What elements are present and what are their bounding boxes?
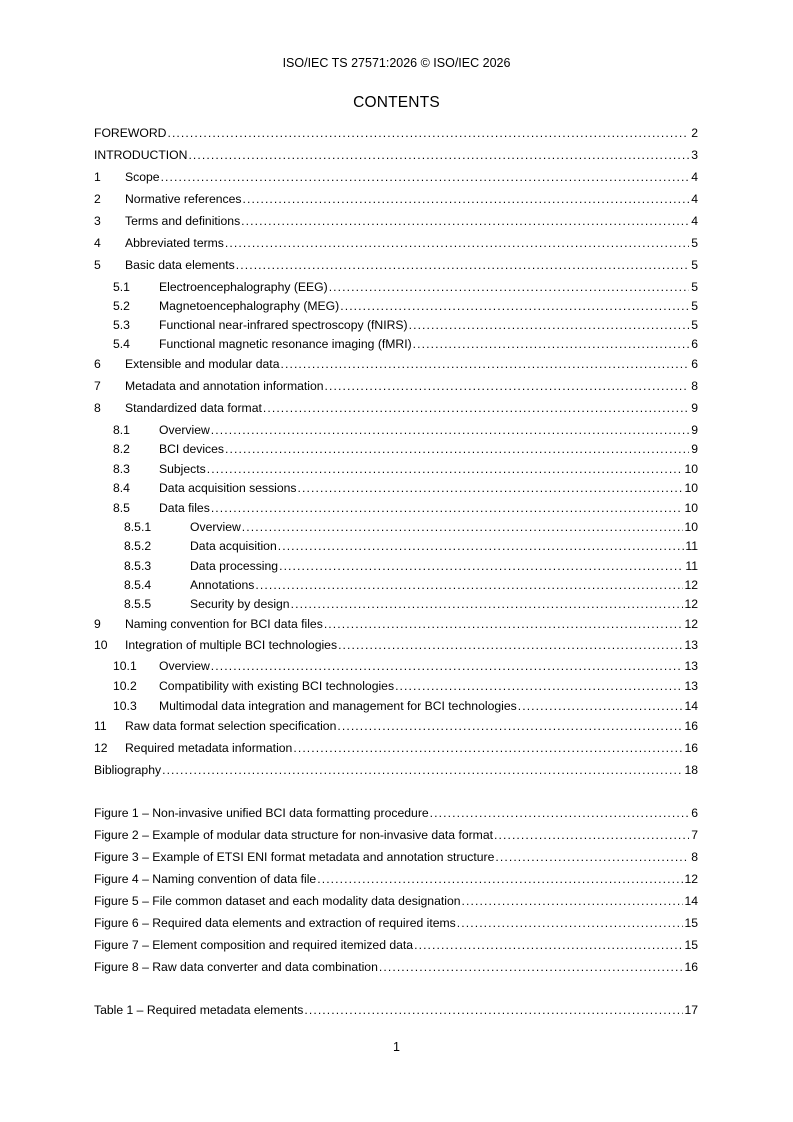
dot-leader — [211, 501, 684, 515]
toc-entry-number: 7 — [94, 379, 101, 393]
toc-entry-page: 6 — [691, 337, 698, 351]
toc-entry-page: 8 — [691, 379, 698, 393]
toc-entry-label: Terms and definitions — [125, 214, 241, 228]
toc-entry-page: 9 — [691, 423, 698, 437]
toc-entry-number: 10.3 — [113, 699, 137, 713]
toc-entry[interactable] — [94, 170, 698, 192]
toc-entry-page: 4 — [691, 214, 698, 228]
toc-entry-label: Security by design — [190, 597, 290, 611]
dot-leader — [225, 236, 689, 250]
figure-entry-page: 16 — [684, 960, 698, 974]
dot-leader — [462, 894, 684, 908]
dot-leader — [298, 481, 684, 495]
dot-leader — [162, 763, 683, 777]
figure-entry-label: Figure 6 – Required data elements and extraction of required items — [94, 916, 456, 930]
dot-leader — [304, 1003, 683, 1017]
dot-leader — [211, 423, 689, 437]
toc-entry-page: 11 — [685, 539, 698, 553]
toc-entry-number: 8.3 — [113, 462, 130, 476]
dot-leader — [167, 126, 689, 140]
toc-entry-page: 13 — [684, 659, 698, 673]
toc-entry-number: 8.5 — [113, 501, 130, 515]
toc-entry-label: Compatibility with existing BCI technologies — [159, 679, 395, 693]
toc-entry-page: 4 — [691, 170, 698, 184]
toc-entry-number: 8.5.5 — [124, 597, 152, 611]
toc-entry-number: 9 — [94, 617, 101, 631]
toc-entry-number: 8.1 — [113, 423, 130, 437]
toc-entry[interactable] — [94, 741, 698, 763]
toc-entry-label: Multimodal data integration and management for BCI technologies — [159, 699, 517, 713]
toc-entry-number: 2 — [94, 192, 101, 206]
dot-leader — [225, 442, 689, 456]
toc-entry-number: 8.4 — [113, 481, 130, 495]
toc-entry-label: Functional magnetic resonance imaging (fMRI) — [159, 337, 412, 351]
toc-entry-number: 5.2 — [113, 299, 130, 313]
figure-entry-label: Figure 3 – Example of ETSI ENI format metadata and annotation structure — [94, 850, 495, 864]
toc-entry-label: Standardized data format — [125, 401, 262, 415]
toc-entry[interactable] — [94, 379, 698, 401]
toc-entry-page: 5 — [691, 258, 698, 272]
toc-entry-page: 18 — [684, 763, 698, 777]
table-entry-page: 17 — [684, 1003, 698, 1017]
toc-entry-page: 12 — [684, 617, 698, 631]
toc-entry[interactable] — [94, 719, 698, 741]
figure-entry[interactable] — [94, 894, 698, 916]
dot-leader — [291, 597, 684, 611]
toc-entry-number: 11 — [94, 719, 107, 733]
toc-entry[interactable] — [94, 699, 698, 719]
toc-entry-page: 5 — [691, 236, 698, 250]
toc-entry-label: INTRODUCTION — [94, 148, 188, 162]
toc-entry-label: Basic data elements — [125, 258, 235, 272]
figure-entry[interactable] — [94, 872, 698, 894]
dot-leader — [324, 617, 684, 631]
dot-leader — [338, 638, 683, 652]
dot-leader — [207, 462, 684, 476]
toc-entry-page: 16 — [684, 741, 698, 755]
toc-entry-label: Integration of multiple BCI technologies — [125, 638, 338, 652]
dot-leader — [241, 214, 689, 228]
dot-leader — [518, 699, 684, 713]
toc-entry-label: Subjects — [159, 462, 206, 476]
toc-entry-label: Bibliography — [94, 763, 162, 777]
table-entry-label: Table 1 – Required metadata elements — [94, 1003, 304, 1017]
toc-entry-label: Data acquisition sessions — [159, 481, 297, 495]
figure-entry-label: Figure 4 – Naming convention of data file — [94, 872, 317, 886]
toc-entry[interactable] — [94, 299, 698, 318]
toc-entry-number: 10 — [94, 638, 108, 652]
toc-entry[interactable] — [94, 763, 698, 785]
figure-entry-page: 14 — [684, 894, 698, 908]
toc-entry[interactable] — [94, 659, 698, 679]
figure-entry-page: 12 — [684, 872, 698, 886]
table-list — [94, 1003, 698, 1025]
toc-entry-page: 9 — [691, 442, 698, 456]
toc-entry-number: 8 — [94, 401, 101, 415]
figure-entry-page: 15 — [684, 938, 698, 952]
page-title: CONTENTS — [353, 94, 440, 111]
toc-entry-number: 10.1 — [113, 659, 137, 673]
dot-leader — [293, 741, 683, 755]
toc-entry[interactable] — [94, 638, 698, 659]
toc-entry-number: 8.5.4 — [124, 578, 152, 592]
toc-entry-number: 5.3 — [113, 318, 130, 332]
dot-leader — [430, 806, 689, 820]
dot-leader — [379, 960, 684, 974]
figure-list — [94, 806, 698, 982]
toc-entry-label: Overview — [190, 520, 241, 534]
figure-entry[interactable] — [94, 850, 698, 872]
toc-entry-label: BCI devices — [159, 442, 225, 456]
toc-entry-label: Scope — [125, 170, 160, 184]
toc-entry-label: Extensible and modular data — [125, 357, 280, 371]
toc-entry[interactable] — [94, 192, 698, 214]
dot-leader — [242, 520, 684, 534]
toc-entry-number: 10.2 — [113, 679, 137, 693]
dot-leader — [329, 280, 689, 294]
toc-entry[interactable] — [94, 423, 698, 442]
toc-entry[interactable] — [94, 401, 698, 423]
dot-leader — [495, 850, 689, 864]
toc-entry-number: 8.2 — [113, 442, 130, 456]
toc-entry-label: Abbreviated terms — [125, 236, 224, 250]
dot-leader — [325, 379, 689, 393]
dot-leader — [395, 679, 683, 693]
toc-entry-page: 10 — [684, 520, 698, 534]
figure-entry-page: 7 — [691, 828, 698, 842]
toc-entry-number: 5.1 — [113, 280, 130, 294]
toc-entry[interactable] — [94, 280, 698, 299]
toc-entry-number: 6 — [94, 357, 101, 371]
toc-entry-label: Normative references — [125, 192, 242, 206]
toc-entry[interactable] — [94, 578, 698, 597]
toc-entry-label: Metadata and annotation information — [125, 379, 324, 393]
dot-leader — [337, 719, 683, 733]
toc-entry-label: Functional near-infrared spectroscopy (fNIRS) — [159, 318, 408, 332]
dot-leader — [279, 559, 684, 573]
toc-entry-page: 5 — [691, 280, 698, 294]
toc-entry-label: Data processing — [190, 559, 279, 573]
toc-entry-label: Required metadata information — [125, 741, 293, 755]
toc-entry-page: 11 — [685, 559, 698, 573]
toc-entry-page: 10 — [684, 481, 698, 495]
toc-entry[interactable] — [94, 501, 698, 520]
figure-entry-label: Figure 1 – Non-invasive unified BCI data formatting procedure — [94, 806, 429, 820]
toc-entry-number: 12 — [94, 741, 108, 755]
toc-entry[interactable] — [94, 520, 698, 539]
toc-entry-label: Magnetoencephalography (MEG) — [159, 299, 340, 313]
dot-leader — [211, 659, 684, 673]
figure-entry-label: Figure 2 – Example of modular data structure for non-invasive data format — [94, 828, 493, 842]
figure-entry[interactable] — [94, 938, 698, 960]
toc-entry[interactable] — [94, 679, 698, 699]
dot-leader — [414, 938, 683, 952]
toc-entry-page: 10 — [684, 462, 698, 476]
figure-entry[interactable] — [94, 960, 698, 982]
toc-entry-label: Data acquisition — [190, 539, 277, 553]
toc-entry[interactable] — [94, 126, 698, 148]
dot-leader — [340, 299, 689, 313]
dot-leader — [161, 170, 689, 184]
figure-entry[interactable] — [94, 828, 698, 850]
toc-entry-page: 3 — [691, 148, 698, 162]
toc-entry-page: 6 — [691, 357, 698, 371]
figure-entry[interactable] — [94, 806, 698, 828]
toc-entry-number: 5.4 — [113, 337, 130, 351]
toc-entry[interactable] — [94, 337, 698, 357]
toc-entry-number: 5 — [94, 258, 101, 272]
toc-entry-page: 13 — [684, 679, 698, 693]
toc-entry[interactable] — [94, 318, 698, 337]
figure-entry-label: Figure 5 – File common dataset and each modality data designation — [94, 894, 461, 908]
document-header: ISO/IEC TS 27571:2026 © ISO/IEC 2026 — [282, 56, 511, 70]
toc-list — [94, 126, 698, 785]
toc-entry[interactable] — [94, 539, 698, 559]
figure-entry-label: Figure 8 – Raw data converter and data combination — [94, 960, 378, 974]
dot-leader — [236, 258, 689, 272]
figure-entry[interactable] — [94, 916, 698, 938]
figure-entry-page: 15 — [684, 916, 698, 930]
toc-entry[interactable] — [94, 597, 698, 617]
toc-entry[interactable] — [94, 357, 698, 379]
toc-entry-page: 4 — [691, 192, 698, 206]
toc-entry[interactable] — [94, 236, 698, 258]
dot-leader — [413, 337, 689, 351]
toc-entry-label: Raw data format selection specification — [125, 719, 337, 733]
dot-leader — [457, 916, 684, 930]
toc-entry[interactable] — [94, 214, 698, 236]
toc-entry-page: 9 — [691, 401, 698, 415]
toc-entry-label: Overview — [159, 659, 210, 673]
toc-entry[interactable] — [94, 258, 698, 280]
dot-leader — [188, 148, 689, 162]
dot-leader — [243, 192, 689, 206]
toc-entry-page: 16 — [684, 719, 698, 733]
figure-entry-page: 6 — [691, 806, 698, 820]
toc-entry-page: 13 — [684, 638, 698, 652]
toc-entry-page: 12 — [684, 578, 698, 592]
figure-entry-page: 8 — [691, 850, 698, 864]
toc-entry-number: 1 — [94, 170, 101, 184]
toc-entry-number: 4 — [94, 236, 101, 250]
toc-entry-label: FOREWORD — [94, 126, 167, 140]
toc-entry[interactable] — [94, 148, 698, 170]
toc-entry-number: 8.5.1 — [124, 520, 152, 534]
toc-entry-page: 5 — [691, 318, 698, 332]
toc-entry-page: 2 — [691, 126, 698, 140]
dot-leader — [409, 318, 689, 332]
dot-leader — [263, 401, 689, 415]
toc-entry-page: 14 — [684, 699, 698, 713]
figure-entry-label: Figure 7 – Element composition and required itemized data — [94, 938, 414, 952]
toc-entry-page: 5 — [691, 299, 698, 313]
toc-entry-label: Naming convention for BCI data files — [125, 617, 323, 631]
toc-entry-number: 3 — [94, 214, 101, 228]
toc-entry-number: 8.5.2 — [124, 539, 152, 553]
page-number: 1 — [393, 1040, 400, 1054]
table-entry[interactable] — [94, 1003, 698, 1025]
toc-entry[interactable] — [94, 617, 698, 638]
toc-entry-label: Electroencephalography (EEG) — [159, 280, 328, 294]
toc-entry[interactable] — [94, 481, 698, 501]
toc-entry-page: 12 — [684, 597, 698, 611]
toc-entry-number: 8.5.3 — [124, 559, 152, 573]
toc-entry-page: 10 — [684, 501, 698, 515]
toc-entry[interactable] — [94, 442, 698, 462]
toc-entry-label: Overview — [159, 423, 210, 437]
dot-leader — [278, 539, 685, 553]
dot-leader — [317, 872, 683, 886]
dot-leader — [494, 828, 689, 842]
toc-entry[interactable] — [94, 559, 698, 578]
dot-leader — [255, 578, 683, 592]
toc-entry[interactable] — [94, 462, 698, 481]
toc-entry-label: Data files — [159, 501, 210, 515]
toc-entry-label: Annotations — [190, 578, 255, 592]
dot-leader — [280, 357, 689, 371]
